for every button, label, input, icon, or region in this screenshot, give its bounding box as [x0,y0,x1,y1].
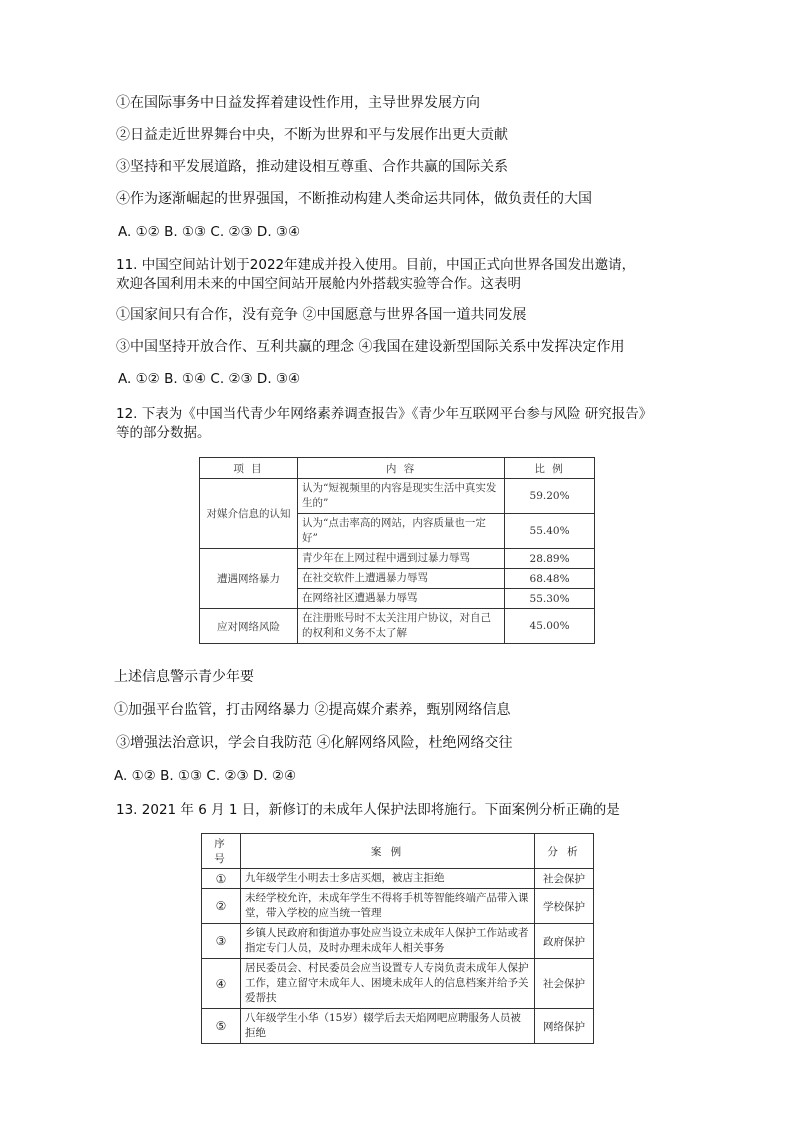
row-percentage: 28.89% [505,549,595,569]
row-content: 认为“点击率高的网站，内容质量也一定好” [297,514,504,549]
q13-case-table [201,833,594,1044]
category-risk-response: 应对网络风险 [200,609,298,644]
row-number: ① [202,869,241,889]
header-item: 项 目 [200,458,298,479]
row-number: ③ [202,924,241,959]
table-header-row [200,458,595,479]
row-case: 八年级学生小华（15岁）辍学后去天焰网吧应聘服务人员被拒绝 [241,1009,535,1044]
q11-options-line-2: ③中国坚持开放合作、互利共赢的理念 ④我国在建设新型国际关系中发挥决定作用 [116,339,625,355]
row-analysis: 政府保护 [535,924,594,959]
q12-answer-choices: A. ①② B. ①③ C. ②③ D. ②④ [114,768,297,784]
q13-stem: 13. 2021 年 6 月 1 日，新修订的未成年人保护法即将施行。下面案例分析正确的是 [116,802,620,818]
header-case: 案 例 [241,834,535,869]
row-content: 在社交软件上遭遇暴力辱骂 [297,569,504,589]
row-number: ④ [202,959,241,1009]
row-percentage: 45.00% [505,609,595,644]
category-media-cognition: 对媒介信息的认知 [200,479,298,549]
row-percentage: 55.40% [505,514,595,549]
row-content: 在注册账号时不太关注用户协议，对自己的权利和义务不太了解 [297,609,504,644]
row-analysis: 社会保护 [535,959,594,1009]
row-percentage: 68.48% [505,569,595,589]
q12-prompt: 上述信息警示青少年要 [114,669,254,685]
row-number: ② [202,889,241,924]
q12-stem-line-2: 等的部分数据。 [116,425,211,441]
table-row [200,609,595,644]
table-row [202,924,594,959]
header-percentage: 比 例 [505,458,595,479]
row-content: 认为“短视频里的内容是现实生活中真实发生的” [297,479,504,514]
row-number: ⑤ [202,1009,241,1044]
q10-answer-choices: A. ①② B. ①③ C. ②③ D. ③④ [118,224,301,240]
table-row [200,549,595,569]
table-row [202,959,594,1009]
q11-stem-line-1: 11. 中国空间站计划于2022年建成并投入使用。目前，中国正式向世界各国发出邀请， [116,257,636,273]
row-case: 未经学校允许，未成年学生不得将手机等智能终端产品带入课堂，带入学校的应当统一管理 [241,889,535,924]
q11-answer-choices: A. ①② B. ①④ C. ②③ D. ③④ [118,371,301,387]
header-number: 序 号 [202,834,241,869]
row-case: 居民委员会、村民委员会应当设置专人专岗负责未成年人保护工作，建立留守未成年人、困境未成年人的信息档案并给予关爱帮扶 [241,959,535,1009]
table-row [202,1009,594,1044]
row-content: 青少年在上网过程中遇到过暴力辱骂 [297,549,504,569]
row-percentage: 59.20% [505,479,595,514]
row-case: 乡镇人民政府和街道办事处应当设立未成年人保护工作站或者指定专门人员，及时办理未成年人相关事务 [241,924,535,959]
q12-data-table [199,457,595,644]
q12-options-line-2: ③增强法治意识，学会自我防范 ④化解网络风险，杜绝网络交往 [116,735,513,751]
table-header-row [202,834,594,869]
header-analysis: 分 析 [535,834,594,869]
q10-option-3: ③坚持和平发展道路，推动建设相互尊重、合作共赢的国际关系 [116,159,508,175]
row-case: 九年级学生小明去士多店买烟，被店主拒绝 [241,869,535,889]
q11-options-line-1: ①国家间只有合作，没有竞争 ②中国愿意与世界各国一道共同发展 [116,307,527,323]
row-analysis: 学校保护 [535,889,594,924]
table-row [202,889,594,924]
table-row [200,479,595,514]
row-analysis: 社会保护 [535,869,594,889]
category-cyber-violence: 遭遇网络暴力 [200,549,298,609]
row-content: 在网络社区遭遇暴力辱骂 [297,589,504,609]
q12-options-line-1: ①加强平台监管，打击网络暴力 ②提高媒介素养，甄别网络信息 [114,702,511,718]
header-content: 内 容 [297,458,504,479]
q10-option-4: ④作为逐渐崛起的世界强国，不断推动构建人类命运共同体，做负责任的大国 [116,191,592,207]
row-analysis: 网络保护 [535,1009,594,1044]
q10-option-1: ①在国际事务中日益发挥着建设性作用，主导世界发展方向 [116,95,480,111]
q11-stem-line-2: 欢迎各国利用未来的中国空间站开展舱内外搭载实验等合作。这表明 [116,276,521,292]
q10-option-2: ②日益走近世界舞台中央，不断为世界和平与发展作出更大贡献 [116,127,508,143]
q12-stem-line-1: 12. 下表为《中国当代青少年网络素养调查报告》《青少年互联网平台参与风险 研究报告》 [116,406,653,422]
row-percentage: 55.30% [505,589,595,609]
table-row [202,869,594,889]
